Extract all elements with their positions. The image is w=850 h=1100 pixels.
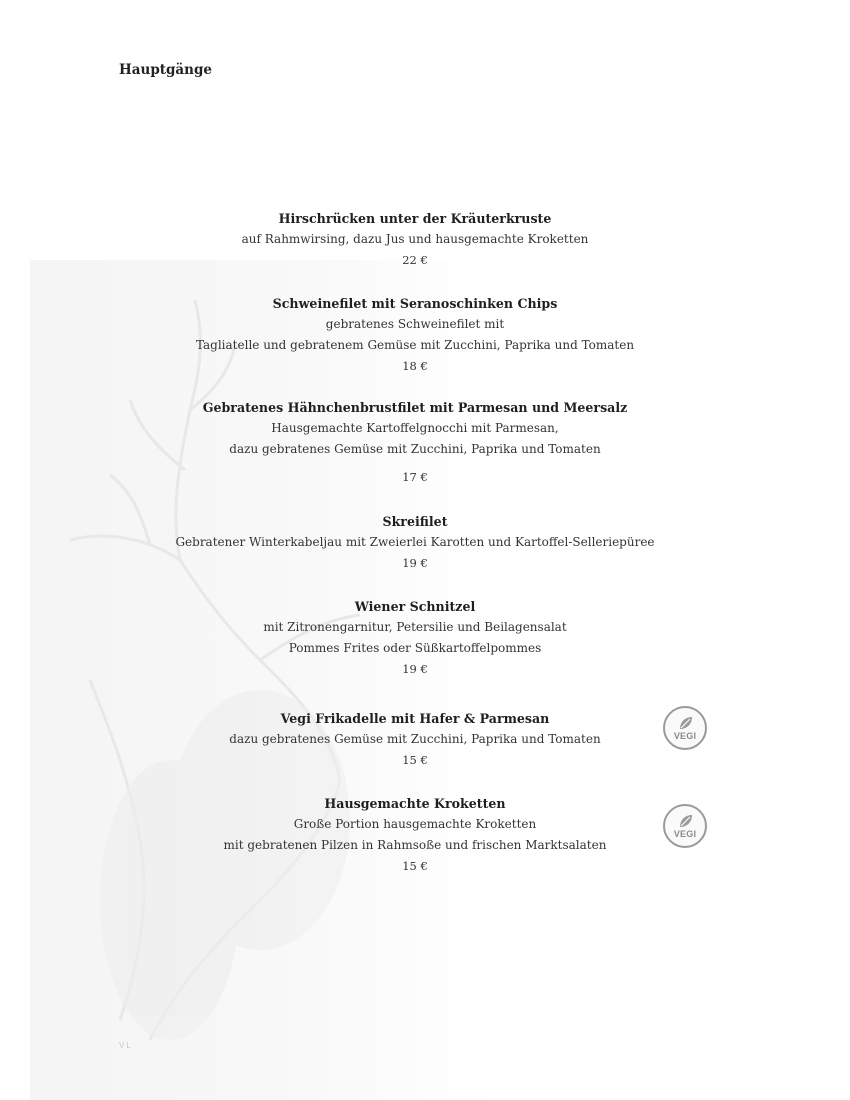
menu-item <box>0 596 830 680</box>
dish-price: 19 € <box>402 556 428 570</box>
dish-name: Vegi Frikadelle mit Hafer & Parmesan <box>280 711 550 726</box>
menu-item <box>0 793 830 877</box>
dish-description: Gebratener Winterkabeljau mit Zweierlei Karotten und Kartoffel-Selleriepüree <box>175 535 655 549</box>
section-title: Hauptgänge <box>119 62 213 78</box>
dish-description: Hausgemachte Kartoffelgnocchi mit Parmesan, <box>271 421 559 435</box>
menu-item <box>0 293 830 377</box>
dish-name: Hirschrücken unter der Kräuterkruste <box>278 211 552 226</box>
leaf-icon <box>677 812 695 830</box>
dish-name: Hausgemachte Kroketten <box>324 796 506 811</box>
menu-item <box>0 511 830 574</box>
menu-item <box>0 708 830 771</box>
dish-description: auf Rahmwirsing, dazu Jus und hausgemachte Kroketten <box>241 232 589 246</box>
dish-name: Schweinefilet mit Seranoschinken Chips <box>272 296 558 311</box>
vegi-label: VEGI <box>673 829 697 839</box>
dish-description: dazu gebratenes Gemüse mit Zucchini, Paprika und Tomaten <box>229 442 601 456</box>
dish-description: dazu gebratenes Gemüse mit Zucchini, Paprika und Tomaten <box>229 732 601 746</box>
page-mark: VL <box>119 1041 133 1050</box>
dish-price: 19 € <box>402 662 428 676</box>
dish-price: 15 € <box>402 753 428 767</box>
dish-name: Skreifilet <box>382 514 448 529</box>
dish-price: 15 € <box>402 859 428 873</box>
dish-price: 17 € <box>402 470 428 484</box>
vegi-badge <box>663 706 707 750</box>
dish-description: Tagliatelle und gebratenem Gemüse mit Zucchini, Paprika und Tomaten <box>195 338 635 352</box>
dish-description: gebratenes Schweinefilet mit <box>325 317 505 331</box>
dish-description: mit Zitronengarnitur, Petersilie und Beilagensalat <box>263 620 567 634</box>
leaf-icon <box>677 714 695 732</box>
dish-name: Gebratenes Hähnchenbrustfilet mit Parmesan und Meersalz <box>202 400 628 415</box>
menu-item <box>0 397 830 488</box>
dish-name: Wiener Schnitzel <box>354 599 476 614</box>
vegi-label: VEGI <box>673 731 697 741</box>
dish-description: mit gebratenen Pilzen in Rahmsoße und frischen Marktsalaten <box>223 838 607 852</box>
dish-price: 18 € <box>402 359 428 373</box>
vegi-badge <box>663 804 707 848</box>
dish-price: 22 € <box>402 253 428 267</box>
dish-description: Große Portion hausgemachte Kroketten <box>293 817 537 831</box>
dish-description: Pommes Frites oder Süßkartoffelpommes <box>288 641 542 655</box>
menu-item <box>0 208 830 271</box>
